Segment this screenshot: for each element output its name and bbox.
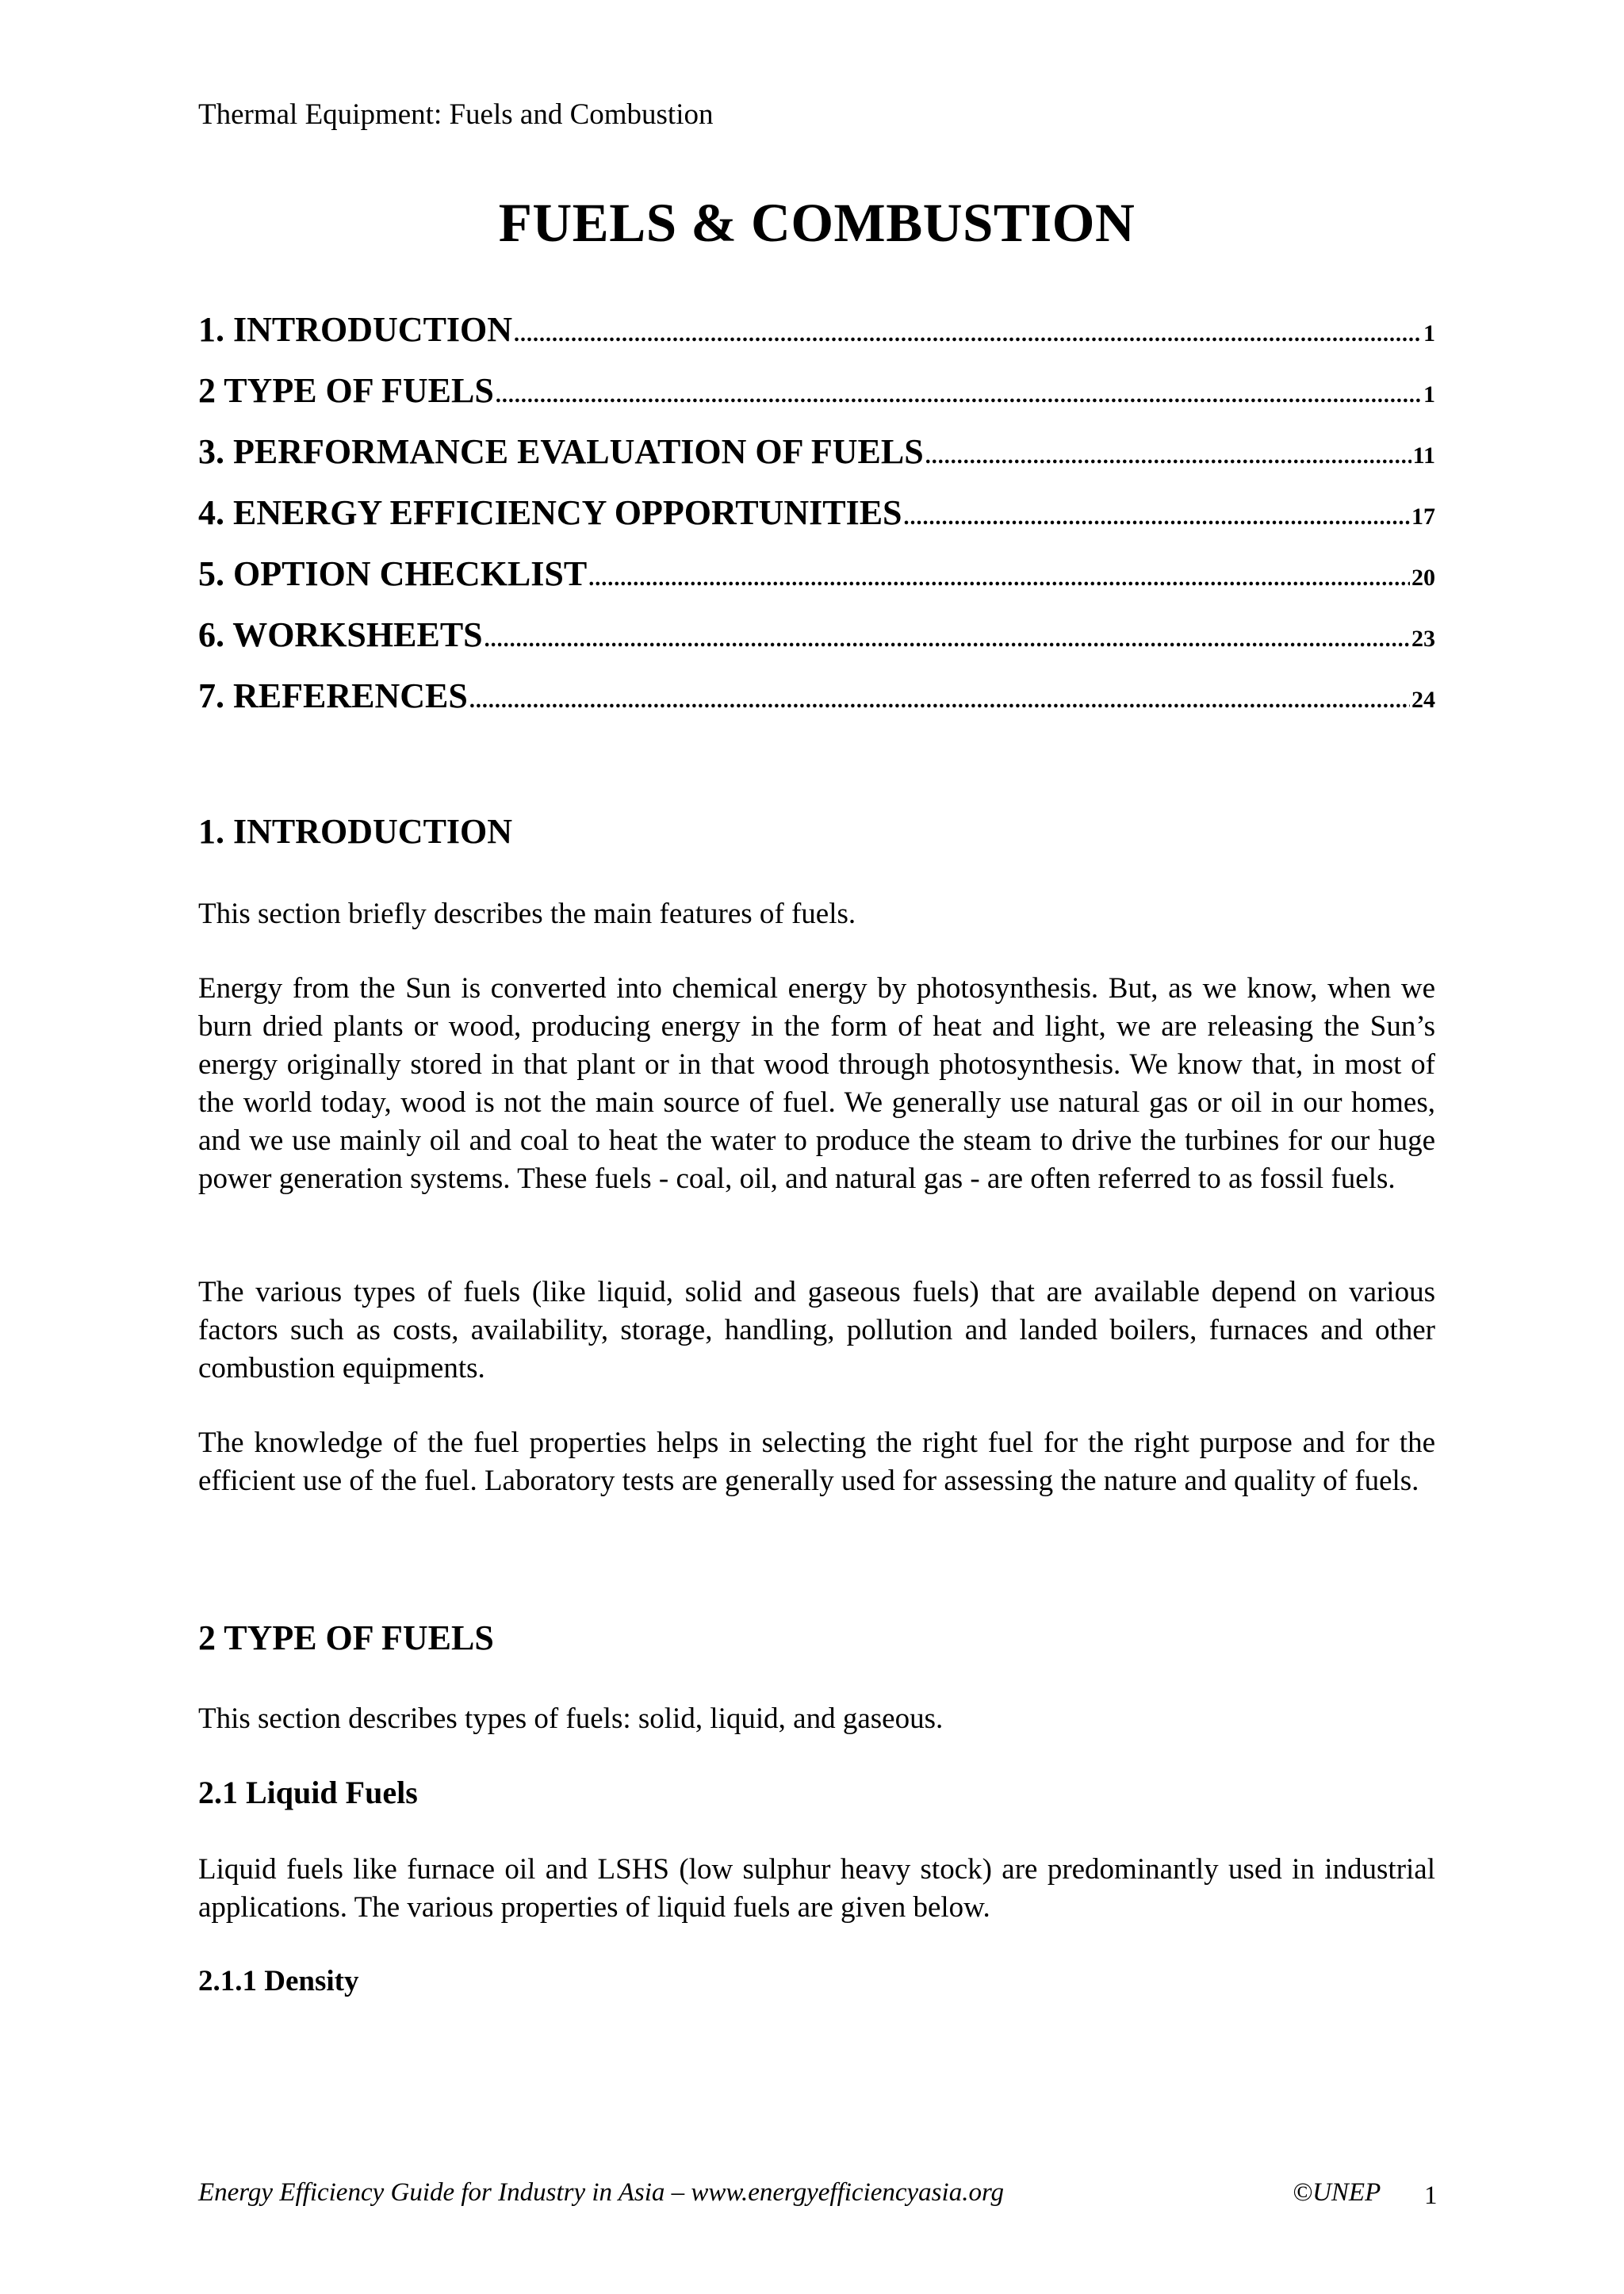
toc-entry-references[interactable] (198, 676, 1435, 737)
toc-dot-leader (588, 566, 1410, 592)
toc-page-number: 24 (1411, 687, 1435, 713)
footer-guide-text: Energy Efficiency Guide for Industry in Asia – www.energyefficiencyasia.org (198, 2178, 1005, 2207)
toc-page-number: 1 (1423, 320, 1435, 347)
toc-entry-type-of-fuels[interactable] (198, 370, 1435, 431)
toc-page-number: 23 (1411, 626, 1435, 652)
document-title: FUELS & COMBUSTION (498, 193, 1136, 253)
toc-dot-leader (904, 505, 1410, 530)
toc-dot-leader (485, 627, 1410, 653)
section-heading-type-of-fuels: 2 TYPE OF FUELS (198, 1618, 494, 1657)
toc-entry-introduction[interactable] (198, 309, 1435, 370)
footer-copyright: ©UNEP (1293, 2178, 1381, 2207)
toc-entry-title: 2 TYPE OF FUELS (198, 371, 494, 410)
liquid-fuels-paragraph: Liquid fuels like furnace oil and LSHS (low sulphur heavy stock) are predominantly used in industrial applications. The various properties of liquid fuels are given below. (198, 1853, 1435, 1924)
toc-entry-worksheets[interactable] (198, 615, 1435, 676)
toc-entry-performance-evaluation[interactable] (198, 431, 1435, 492)
running-header: Thermal Equipment: Fuels and Combustion (198, 98, 714, 131)
intro-paragraph-4: The knowledge of the fuel properties helps in selecting the right fuel for the right purpose and for the efficient use of the fuel. Laboratory tests are generally used for assessing the nature and quality of fuels. (198, 1427, 1435, 1497)
toc-dot-leader (925, 444, 1411, 469)
document-page (198, 0, 1438, 2294)
toc-page-number: 1 (1423, 381, 1435, 408)
intro-paragraph-2: Energy from the Sun is converted into chemical energy by photosynthesis. But, as we know, when we burn dried plants or wood, producing energy in the form of heat and light, we are releasing the Sun’s energy originally stored in that plant or in that wood through photosynthesis. We know that, in most of the world today, wood is not the main source of fuel. We generally use natural gas or oil in our homes, and we use mainly oil and coal to heat the water to produce the steam to drive the turbines for our huge power generation systems. These fuels - coal, oil, and natural gas - are often referred to as fossil fuels. (198, 972, 1435, 1195)
toc-entry-title: 1. INTRODUCTION (198, 310, 513, 349)
section-heading-introduction: 1. INTRODUCTION (198, 812, 513, 851)
toc-page-number: 17 (1411, 504, 1435, 530)
footer-page-number: 1 (1424, 2181, 1438, 2210)
type-of-fuels-paragraph: This section describes types of fuels: solid, liquid, and gaseous. (198, 1702, 944, 1735)
table-of-contents (198, 309, 1435, 737)
intro-paragraph-1: This section briefly describes the main features of fuels. (198, 898, 856, 930)
toc-page-number: 11 (1412, 442, 1435, 469)
toc-entry-title: 5. OPTION CHECKLIST (198, 554, 588, 593)
toc-entry-title: 4. ENERGY EFFICIENCY OPPORTUNITIES (198, 493, 902, 532)
subsection-heading-liquid-fuels: 2.1 Liquid Fuels (198, 1775, 418, 1810)
toc-entry-energy-efficiency[interactable] (198, 492, 1435, 553)
toc-entry-option-checklist[interactable] (198, 553, 1435, 615)
toc-entry-title: 7. REFERENCES (198, 676, 468, 715)
toc-entry-title: 6. WORKSHEETS (198, 615, 483, 654)
toc-entry-title: 3. PERFORMANCE EVALUATION OF FUELS (198, 432, 924, 471)
toc-dot-leader (514, 322, 1422, 347)
toc-page-number: 20 (1411, 565, 1435, 591)
toc-dot-leader (496, 383, 1422, 408)
toc-dot-leader (469, 688, 1410, 714)
subsubsection-heading-density: 2.1.1 Density (198, 1965, 359, 1997)
intro-paragraph-3: The various types of fuels (like liquid, solid and gaseous fuels) that are available depend on various factors such as costs, availability, storage, handling, pollution and landed boilers, furnaces and other combustion equipments. (198, 1276, 1435, 1384)
